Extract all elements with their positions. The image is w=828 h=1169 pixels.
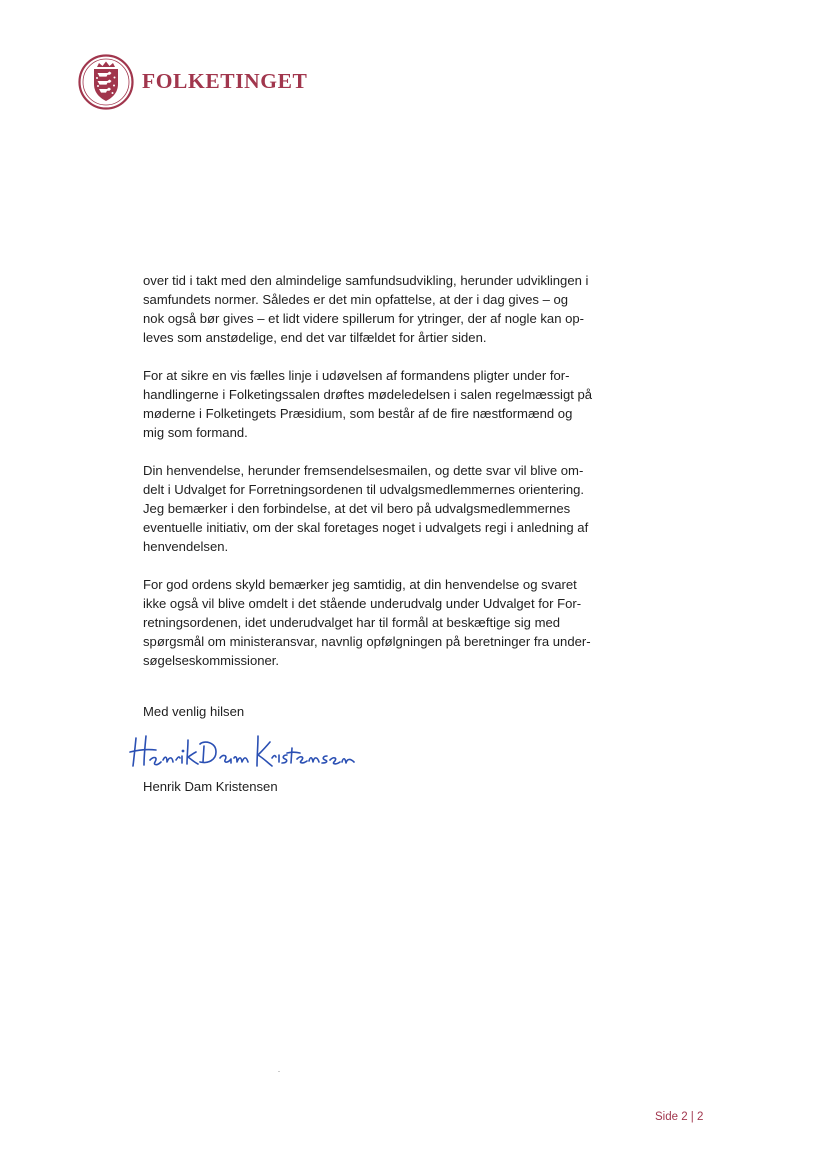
text-line: nok også bør gives – et lidt videre spillerum for ytringer, der af nogle kan op- (143, 311, 585, 326)
text-line: Din henvendelse, herunder fremsendelsesmailen, og dette svar vil blive om- (143, 463, 584, 478)
text-line: samfundets normer. Således er det min opfattelse, at der i dag gives – og (143, 292, 569, 307)
text-line: eventuelle initiativ, om der skal foretages noget i udvalgets regi i anledning af (143, 520, 589, 535)
text-line: For god ordens skyld bemærker jeg samtidig, at din henvendelse og svaret (143, 577, 577, 592)
text-line: søgelseskommissioner. (143, 653, 280, 668)
signer-name: Henrik Dam Kristensen (143, 779, 278, 794)
text-line: delt i Udvalget for Forretningsordenen til udvalgsmedlemmernes orientering. (143, 482, 585, 497)
coat-of-arms-seal-icon (78, 54, 134, 110)
org-name: FOLKETINGET (142, 69, 308, 94)
letterhead (78, 53, 308, 111)
closing-greeting: Med venlig hilsen (143, 704, 245, 719)
text-line: Jeg bemærker i den forbindelse, at det vil bero på udvalgsmedlemmernes (143, 501, 571, 516)
paragraph-3 (143, 461, 623, 556)
text-line: spørgsmål om ministeransvar, navnlig opfølgningen på beretninger fra under- (143, 634, 591, 649)
text-line: henvendelsen. (143, 539, 229, 554)
paragraph-1 (143, 271, 623, 347)
text-line: over tid i takt med den almindelige samfundsudvikling, herunder udviklingen i (143, 273, 589, 288)
text-line: ikke også vil blive omdelt i det stående underudvalg under Udvalget for For- (143, 596, 582, 611)
paragraph-4 (143, 575, 623, 670)
scan-artifact (278, 1071, 280, 1072)
handwritten-signature (124, 722, 364, 782)
text-line: handlingerne i Folketingssalen drøftes mødeledelsen i salen regelmæssigt på (143, 387, 593, 402)
text-line: mig som formand. (143, 425, 248, 440)
letter-body (143, 271, 623, 670)
page-number: Side 2 | 2 (655, 1111, 704, 1123)
text-line: retningsordenen, idet underudvalget har til formål at beskæftige sig med (143, 615, 561, 630)
text-line: leves som anstødelige, end det var tilfældet for årtier siden. (143, 330, 487, 345)
text-line: møderne i Folketingets Præsidium, som består af de fire næstformænd og (143, 406, 573, 421)
text-line: For at sikre en vis fælles linje i udøvelsen af formandens pligter under for- (143, 368, 570, 383)
paragraph-2 (143, 366, 623, 442)
